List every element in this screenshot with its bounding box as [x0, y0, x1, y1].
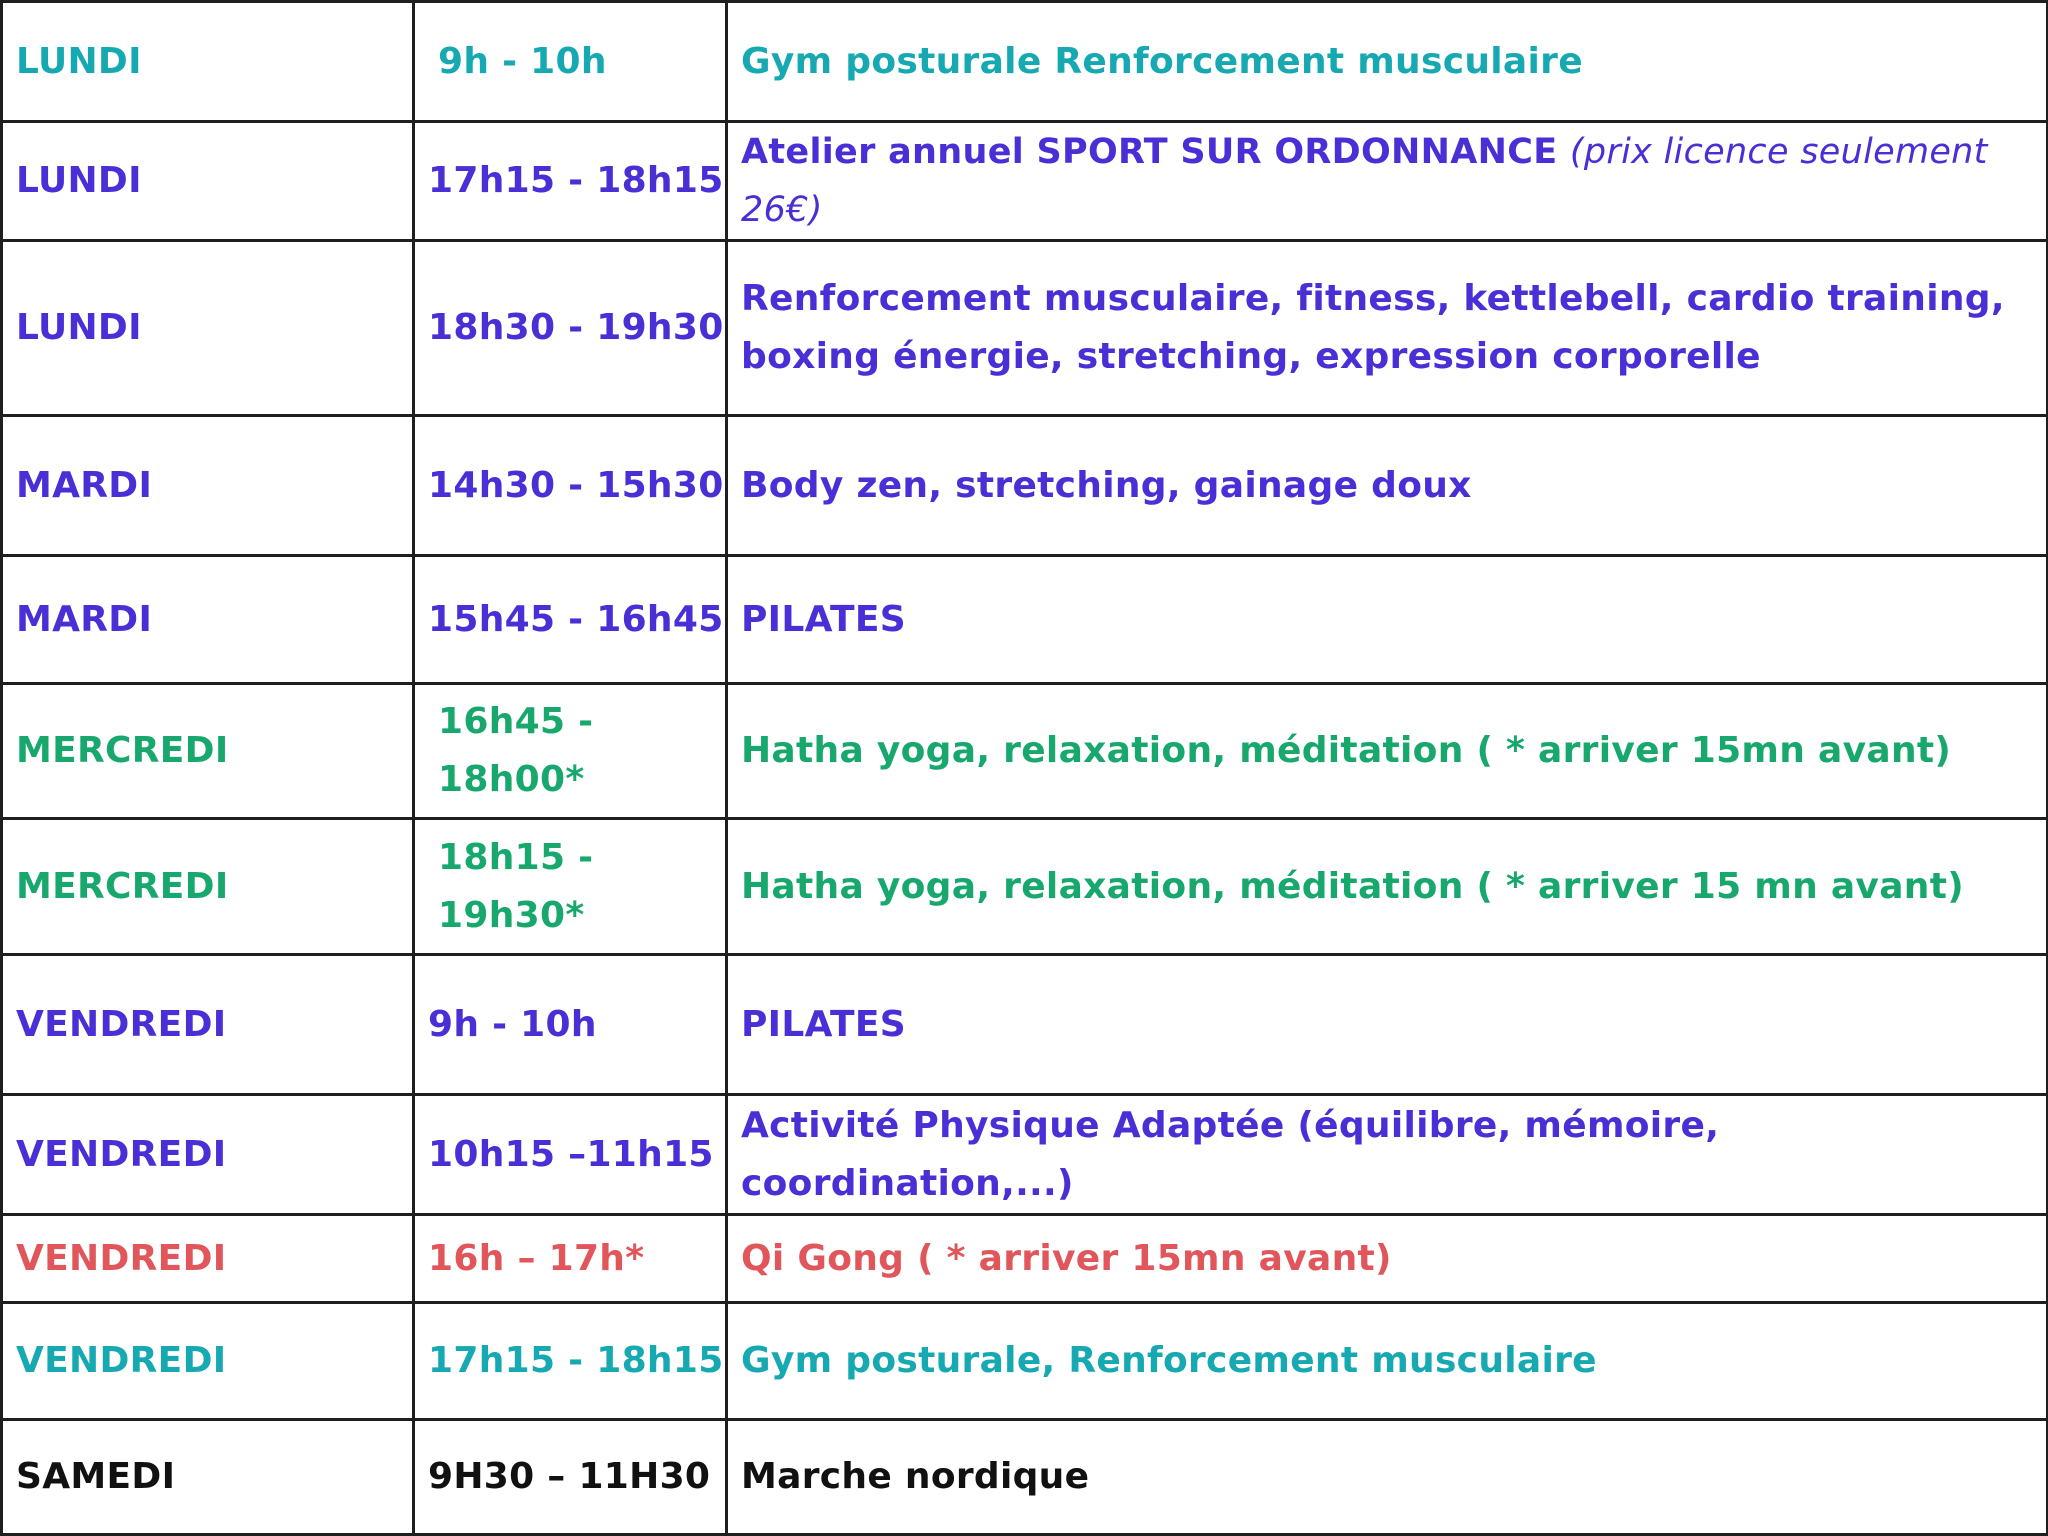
- day-cell: MERCREDI: [2, 684, 414, 819]
- time-cell: 17h15 - 18h15: [414, 122, 727, 241]
- activity-text: Hatha yoga, relaxation, méditation ( * arriver 15mn avant): [741, 730, 1952, 771]
- activity-cell: [727, 2, 2048, 122]
- day-cell: VENDREDI: [2, 1095, 414, 1215]
- activity-text: Renforcement musculaire, fitness, kettlebell, cardio training, boxing énergie, stretching, expression corporelle: [741, 278, 2005, 377]
- day-cell: LUNDI: [2, 2, 414, 122]
- activity-text: PILATES: [741, 1003, 906, 1045]
- day-cell: SAMEDI: [2, 1420, 414, 1535]
- activity-text: Hatha yoga, relaxation, méditation ( * arriver 15 mn avant): [741, 865, 1964, 907]
- activity-text: Activité Physique Adaptée (équilibre, mémoire, coordination,...): [741, 1104, 1720, 1204]
- day-cell: VENDREDI: [2, 1303, 414, 1420]
- activity-cell: [727, 1420, 2048, 1535]
- activity-text: Gym posturale Renforcement musculaire: [741, 40, 1583, 82]
- activity-text: Body zen, stretching, gainage doux: [741, 464, 1472, 506]
- activity-text: Gym posturale, Renforcement musculaire: [741, 1340, 1597, 1381]
- activity-cell: [727, 684, 2048, 819]
- time-cell: 9H30 – 11H30: [414, 1420, 727, 1535]
- time-cell: 15h45 - 16h45: [414, 556, 727, 684]
- day-cell: MERCREDI: [2, 819, 414, 955]
- table-row: [2, 2, 2048, 122]
- table-row: [2, 1095, 2048, 1215]
- activity-cell: [727, 1303, 2048, 1420]
- day-cell: VENDREDI: [2, 1215, 414, 1303]
- activity-cell: [727, 556, 2048, 684]
- price-note: (prix licence seulement 26€): [741, 132, 1988, 230]
- activity-cell: [727, 955, 2048, 1095]
- activity-cell: [727, 1095, 2048, 1215]
- time-cell: 14h30 - 15h30: [414, 416, 727, 556]
- time-cell: 18h15 - 19h30*: [414, 819, 727, 955]
- time-cell: 10h15 –11h15: [414, 1095, 727, 1215]
- time-cell: 18h30 - 19h30: [414, 241, 727, 416]
- table-row: [2, 1420, 2048, 1535]
- activity-cell: [727, 241, 2048, 416]
- activity-cell: [727, 819, 2048, 955]
- day-cell: LUNDI: [2, 122, 414, 241]
- time-cell: 9h - 10h: [414, 955, 727, 1095]
- day-cell: VENDREDI: [2, 955, 414, 1095]
- table-row: [2, 684, 2048, 819]
- table-row: [2, 955, 2048, 1095]
- table-row: [2, 416, 2048, 556]
- time-cell: 16h45 - 18h00*: [414, 684, 727, 819]
- time-cell: 17h15 - 18h15: [414, 1303, 727, 1420]
- time-cell: 16h – 17h*: [414, 1215, 727, 1303]
- table-row: [2, 819, 2048, 955]
- activity-cell: [727, 1215, 2048, 1303]
- day-cell: MARDI: [2, 416, 414, 556]
- activity-text: PILATES: [741, 598, 906, 640]
- activity-text: Atelier annuel SPORT SUR ORDONNANCE: [741, 132, 1558, 172]
- day-cell: LUNDI: [2, 241, 414, 416]
- table-row: [2, 556, 2048, 684]
- activity-text: Marche nordique: [741, 1456, 1090, 1497]
- activity-cell: [727, 416, 2048, 556]
- activity-cell: [727, 122, 2048, 241]
- time-cell: 9h - 10h: [414, 2, 727, 122]
- day-cell: MARDI: [2, 556, 414, 684]
- table-row: [2, 1303, 2048, 1420]
- table-row: [2, 122, 2048, 241]
- table-row: [2, 1215, 2048, 1303]
- activity-text: Qi Gong ( * arriver 15mn avant): [741, 1237, 1392, 1279]
- table-row: [2, 241, 2048, 416]
